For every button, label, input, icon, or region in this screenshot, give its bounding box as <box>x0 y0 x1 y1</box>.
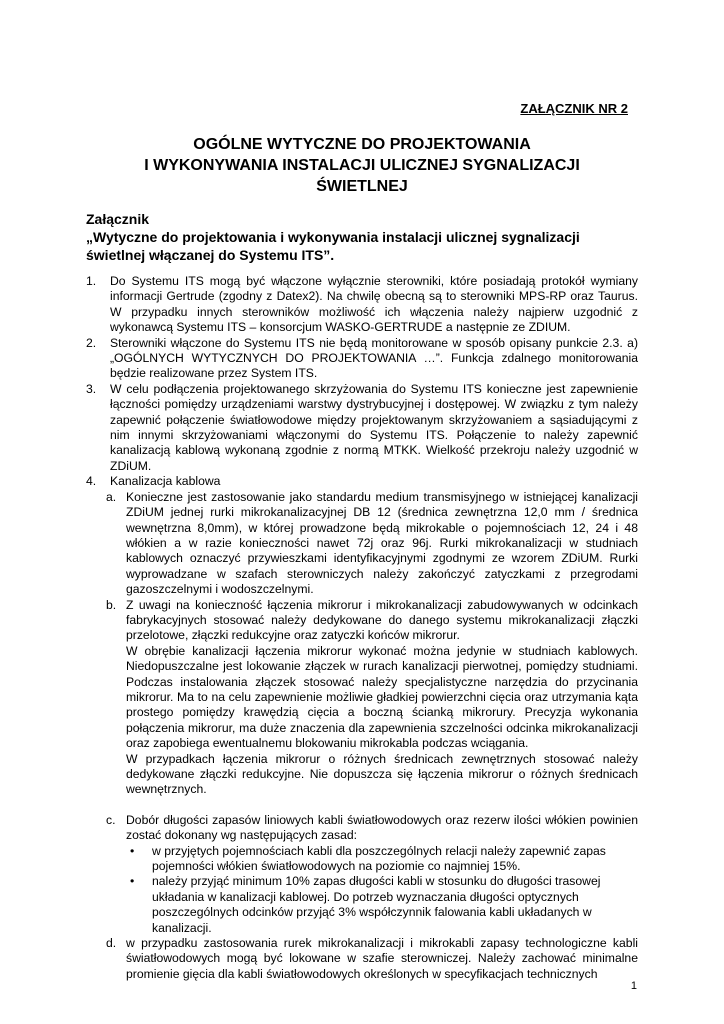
sub-item-c <box>106 813 638 936</box>
attachment-label: Załącznik <box>86 211 150 227</box>
item-number: 3. <box>86 381 97 396</box>
sub-item-d <box>106 936 638 982</box>
sub-item-a <box>106 490 638 598</box>
attachment-title: „Wytyczne do projektowania i wykonywania instalacji ulicznej sygnalizacji świetlnej włączanej do Systemu ITS”. <box>86 229 580 263</box>
sub-item-paragraph: W przypadkach łączenia mikrorur o różnych średnicach zewnętrznych stosować należy dedykowane złączki redukcyjne. Nie dopuszcza się łączenia mikrorur o różnych średnicach wewnętrznych. <box>126 751 638 797</box>
annex-label: ZAŁĄCZNIK NR 2 <box>520 101 628 116</box>
sub-item-text: Dobór długości zapasów liniowych kabli światłowodowych oraz rezerw ilości włókien powinien zostać dokonany wg następujących zasad: <box>126 812 638 843</box>
bullet-text: należy przyjąć minimum 10% zapas długości kabli w stosunku do długości trasowej układania w kanalizacji kablowej. Do potrzeb wyznaczania długości optycznych poszczególnych odcinków przyjąć 3% współczynnik falowania kabli układanych w kanalizacji. <box>152 874 601 935</box>
sub-item-letter: b. <box>106 597 117 612</box>
list-item <box>86 274 638 336</box>
item-text: Do Systemu ITS mogą być włączone wyłącznie sterowniki, które posiadają protokół wymiany informacji Gertrude (zgodny z Datex2). Na chwilę obecną są to sterowniki MPS-RP oraz Taurus. W przypadku innych sterowników możliwość ich włączenia należy najpierw uzgodnić z wykonawcą Systemu ITS – konsorcjum WASKO-GERTRUDE a następnie ze ZDIUM. <box>110 274 638 335</box>
bullet-text: w przyjętych pojemnościach kabli dla poszczególnych relacji należy zapewnić zapas pojemności włókien światłowodowych na poziomie co najmniej 15%. <box>152 843 606 874</box>
title-line: OGÓLNE WYTYCZNE DO PROJEKTOWANIA <box>193 136 531 153</box>
sub-item-letter: a. <box>106 489 117 504</box>
spacer <box>86 798 638 813</box>
document-body <box>86 274 638 982</box>
sub-item-text: Konieczne jest zastosowanie jako standardu medium transmisyjnego w istniejącej kanalizacji ZDiUM jednej rurki mikrokanalizacyjnej DB 12 (średnica zewnętrzna 12,0 mm / średnica wewnętrzna 8,0mm), w której prowadzone będą mikrokable o pojemnościach 12, 24 i 48 włókien a w razie konieczności nawet 72j oraz 96j. Rurki mikrokanalizacji w studniach kablowych oznaczyć przywieszkami identyfikacyjnymi zgodnymi ze wzorem ZDiUM. Rurki wyprowadzane w szafach sterowniczych należy zakończyć zatyczkami z przegrodami gazoszczelnymi i wodoszczelnymi. <box>126 489 638 597</box>
title-line: I WYKONYWANIA INSTALACJI ULICZNEJ SYGNALIZACJI <box>144 157 580 174</box>
sub-item-text: w przypadku zastosowania rurek mikrokanalizacji i mikrokabli zapasy technologiczne kabli światłowodowych mogą być lokowane w szafie sterowniczej. Należy zachować minimalne promienie gięcia dla kabli światłowodowych określonych w specyfikacjach technicznych <box>126 936 638 981</box>
item-text: Kanalizacja kablowa <box>110 474 221 489</box>
sub-item-paragraph: Z uwagi na konieczność łączenia mikrorur i mikrokanalizacji zabudowywanych w odcinkach fabrykacyjnych stosować należy dedykowane do danego systemu mikrokanalizacji złączki przelotowe, złączki redukcyjne oraz zatyczki końców mikrorur. <box>126 597 638 643</box>
bullet-item <box>128 874 638 936</box>
item-number: 2. <box>86 335 97 350</box>
bullet-icon: • <box>130 843 135 858</box>
list-item <box>86 382 638 474</box>
sub-item-letter: c. <box>106 812 116 827</box>
title-line: ŚWIETLNEJ <box>316 178 408 195</box>
page-number: 1 <box>630 980 637 992</box>
document-title <box>86 134 638 197</box>
bullet-item <box>128 844 638 875</box>
item-text: Sterowniki włączone do Systemu ITS nie będą monitorowane w sposób opisany punkcie 2.3. a) „OGÓLNYCH WYTYCZNYCH DO PROJEKTOWANIA …”. Funkcja zdalnego monitorowania będzie realizowane przez System ITS. <box>110 335 638 381</box>
list-item <box>86 474 638 489</box>
item-number: 4. <box>86 474 97 489</box>
item-number: 1. <box>86 274 97 288</box>
attachment-heading <box>86 210 638 264</box>
item-text: W celu podłączenia projektowanego skrzyżowania do Systemu ITS konieczne jest zapewnienie łączności pomiędzy urządzeniami warstwy dystrybucyjnej i dostępowej. W związku z tym należy zapewnić połączenie światłowodowe między projektowanym skrzyżowaniem a sąsiadującymi z nim innymi skrzyżowaniami włączonymi do Systemu ITS. Połączenie to należy zapewnić kanalizacją kablową wykonaną zgodnie z normą MTKK. Wielkość przekroju należy uzgodnić w ZDiUM. <box>110 381 638 473</box>
bullet-icon: • <box>130 874 135 889</box>
sub-item-letter: d. <box>106 936 117 951</box>
sub-item-paragraph: W obrębie kanalizacji łączenia mikrorur wykonać można jedynie w studniach kablowych. Niedopuszczalne jest lokowanie złączek w rurach kanalizacji pierwotnej, pomiędzy studniami. Podczas instalowania złączek stosować należy specjalistyczne narzędzia do przycinania mikrorur. Ma to na celu zapewnienie możliwie gładkiej powierzchni cięcia oraz utrzymania kąta prostego pomiędzy krawędzią cięcia a boczną ścianką mikrorury. Precyzja wykonania połączenia mikrorur, ma duże znaczenia dla zapewnienia szczelności odcinka mikrokanalizacji oraz zapobiega ewentualnemu blokowaniu mikrokabla podczas wciągania. <box>126 643 638 751</box>
sub-item-b <box>106 598 638 798</box>
list-item <box>86 336 638 382</box>
